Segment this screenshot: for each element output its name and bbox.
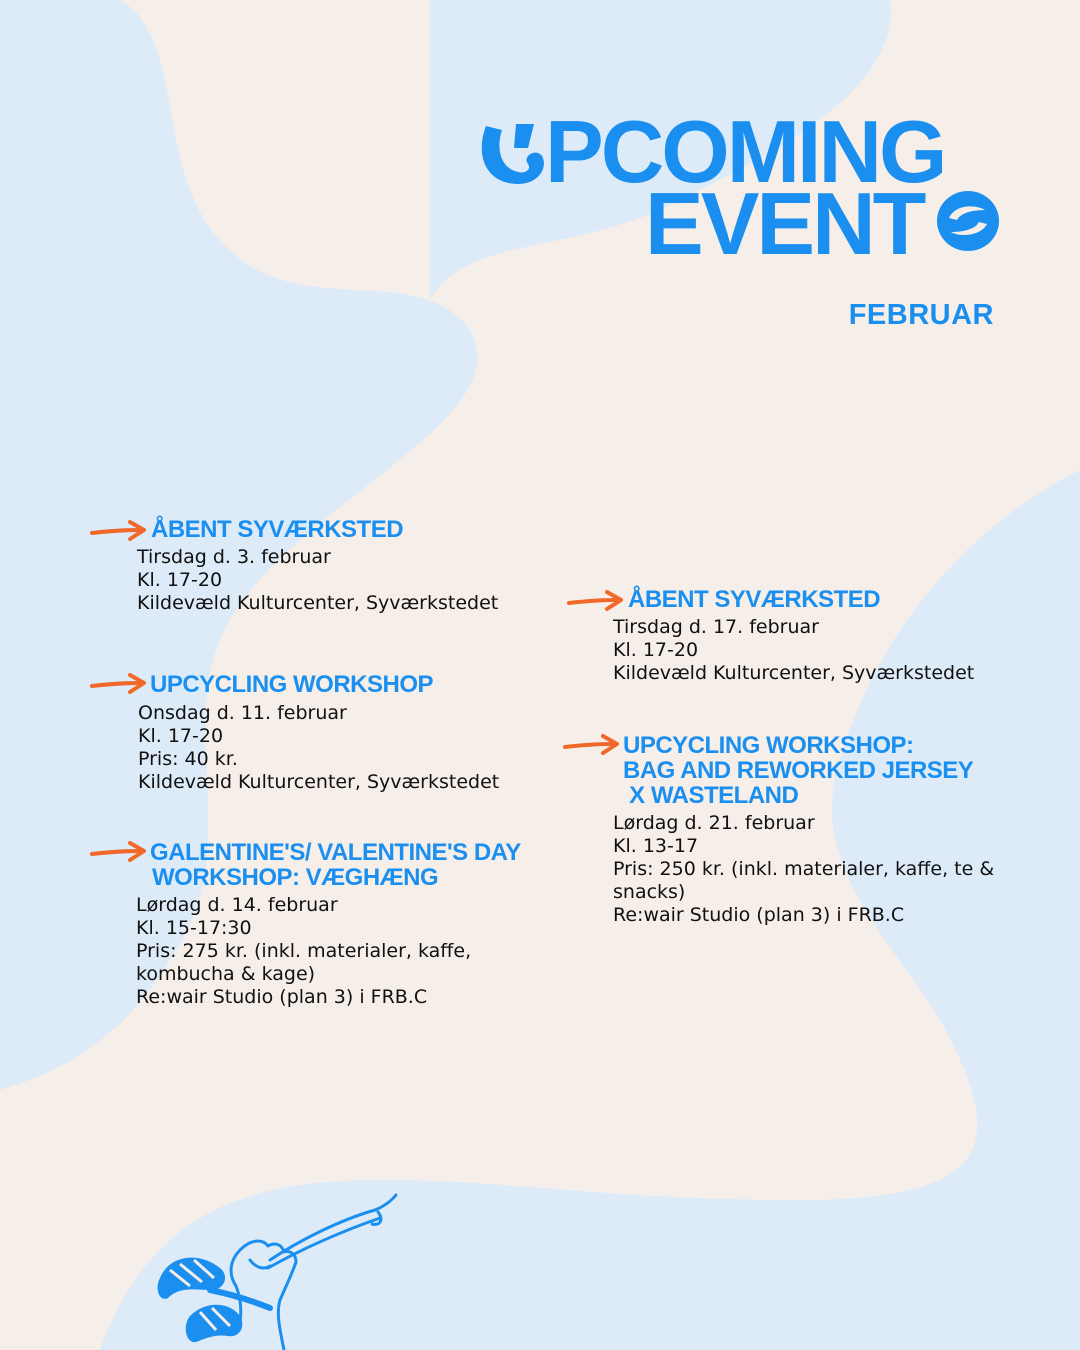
event-date: Lørdag d. 14. februar — [136, 894, 338, 916]
event-time: Kl. 13-17 — [613, 835, 699, 857]
event-date: Tirsdag d. 17. februar — [613, 616, 819, 638]
event-time: Kl. 17-20 — [138, 725, 224, 747]
orange-arrow-icon — [90, 672, 150, 696]
event-date: Onsdag d. 11. februar — [138, 702, 347, 724]
orange-arrow-icon — [567, 589, 627, 613]
event-location: Re:wair Studio (plan 3) i FRB.C — [136, 986, 428, 1008]
event-price-note: kombucha & kage) — [136, 963, 316, 985]
event-title: GALENTINE'S/ VALENTINE'S DAY WORKSHOP: VÆGHÆNG — [150, 839, 521, 891]
event-time: Kl. 15-17:30 — [136, 917, 252, 939]
title-upcoming: PCOMING — [545, 102, 945, 201]
event-title: ÅBENT SYVÆRKSTED — [628, 586, 881, 613]
event-price: Pris: 250 kr. (inkl. materialer, kaffe, te & — [613, 858, 995, 880]
orange-arrow-icon — [90, 519, 150, 543]
event-date: Tirsdag d. 3. februar — [137, 546, 331, 568]
event-price: Pris: 275 kr. (inkl. materialer, kaffe, — [136, 940, 472, 962]
title-events: EVENT — [645, 174, 924, 273]
event-title: UPCYCLING WORKSHOP — [150, 671, 434, 698]
event-time: Kl. 17-20 — [613, 639, 699, 661]
event-time: Kl. 17-20 — [137, 569, 223, 591]
event-title: UPCYCLING WORKSHOP: BAG AND REWORKED JERSEY X WASTELAND — [623, 732, 974, 809]
s-letter-shape-icon — [935, 188, 1001, 254]
orange-arrow-icon — [90, 840, 150, 864]
event-title: ÅBENT SYVÆRKSTED — [151, 516, 404, 543]
hand-holding-scissors-icon — [150, 1190, 410, 1350]
event-location: Kildevæld Kulturcenter, Syværkstedet — [137, 592, 499, 614]
month-label: FEBRUAR — [848, 299, 994, 331]
event-date: Lørdag d. 21. februar — [613, 812, 815, 834]
event-price-note: snacks) — [613, 881, 686, 903]
event-location: Kildevæld Kulturcenter, Syværkstedet — [613, 662, 975, 684]
orange-arrow-icon — [563, 733, 623, 757]
event-price: Pris: 40 kr. — [138, 748, 238, 770]
u-letter-shape-icon — [478, 118, 548, 188]
event-location: Kildevæld Kulturcenter, Syværkstedet — [138, 771, 500, 793]
event-location: Re:wair Studio (plan 3) i FRB.C — [613, 904, 905, 926]
